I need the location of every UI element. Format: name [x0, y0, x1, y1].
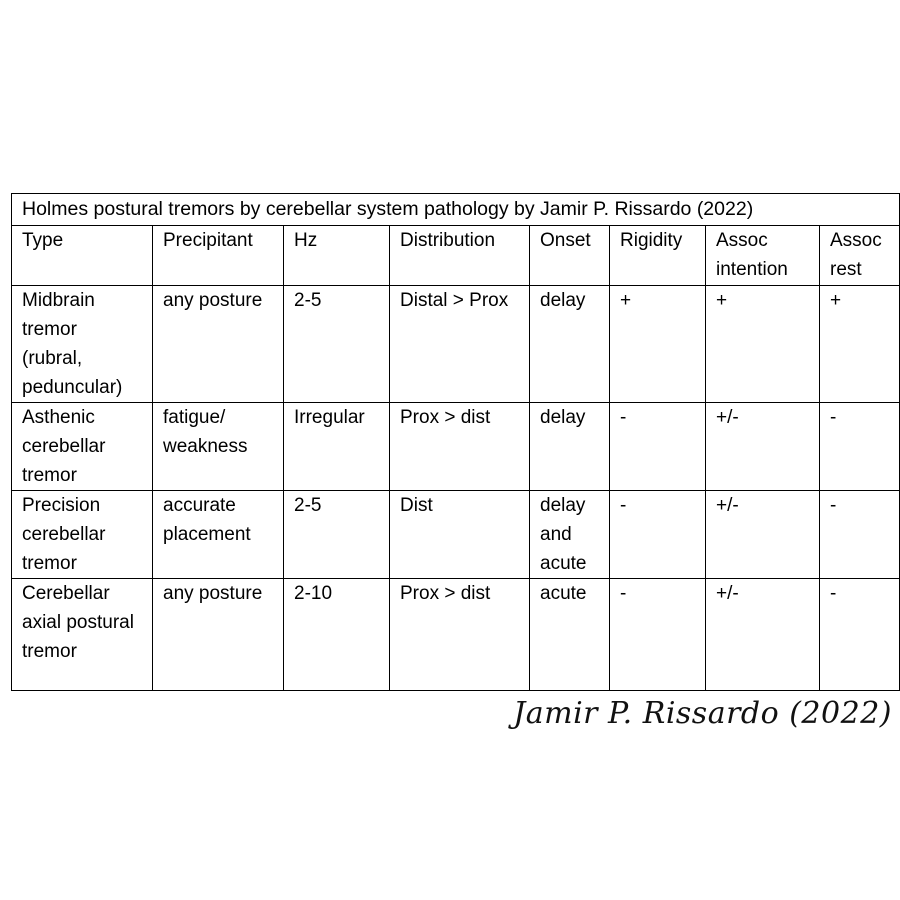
cell-type: Precision cerebellar tremor: [12, 491, 153, 579]
cell-precipitant: fatigue/ weakness: [153, 403, 284, 491]
cell-precipitant: any posture: [153, 579, 284, 691]
table-row: [12, 579, 900, 691]
table-caption: Holmes postural tremors by cerebellar system pathology by Jamir P. Rissardo (2022): [12, 194, 900, 226]
table-row: [12, 491, 900, 579]
cell-rigidity: -: [610, 491, 706, 579]
cell-distribution: Prox > dist: [390, 403, 530, 491]
cell-type: Cerebellar axial postural tremor: [12, 579, 153, 691]
tremor-table-container: [11, 193, 899, 691]
cell-assoc-rest: +: [820, 286, 900, 403]
cell-assoc-rest: -: [820, 403, 900, 491]
cell-rigidity: -: [610, 403, 706, 491]
cell-hz: 2-5: [284, 491, 390, 579]
cell-assoc-rest: -: [820, 579, 900, 691]
cell-assoc-intention: +/-: [706, 579, 820, 691]
cell-distribution: Dist: [390, 491, 530, 579]
cell-type: Asthenic cerebellar tremor: [12, 403, 153, 491]
table-row: [12, 286, 900, 403]
header-row: [12, 226, 900, 286]
cell-precipitant: accurate placement: [153, 491, 284, 579]
caption-row: [12, 194, 900, 226]
cell-onset: delay: [530, 403, 610, 491]
cell-assoc-intention: +/-: [706, 491, 820, 579]
cell-onset: delay: [530, 286, 610, 403]
cell-hz: 2-5: [284, 286, 390, 403]
header-rigidity: Rigidity: [610, 226, 706, 286]
author-signature: Jamir P. Rissardo (2022): [513, 696, 892, 731]
table-row: [12, 403, 900, 491]
header-distribution: Distribution: [390, 226, 530, 286]
header-precipitant: Precipitant: [153, 226, 284, 286]
tremor-table: [11, 193, 900, 691]
header-hz: Hz: [284, 226, 390, 286]
cell-type: Midbrain tremor (rubral, peduncular): [12, 286, 153, 403]
header-assoc-rest: Assoc rest: [820, 226, 900, 286]
cell-assoc-intention: +/-: [706, 403, 820, 491]
cell-rigidity: -: [610, 579, 706, 691]
header-assoc-intention: Assoc intention: [706, 226, 820, 286]
cell-hz: Irregular: [284, 403, 390, 491]
cell-rigidity: +: [610, 286, 706, 403]
cell-distribution: Prox > dist: [390, 579, 530, 691]
header-onset: Onset: [530, 226, 610, 286]
cell-distribution: Distal > Prox: [390, 286, 530, 403]
cell-onset: delay and acute: [530, 491, 610, 579]
cell-hz: 2-10: [284, 579, 390, 691]
cell-onset: acute: [530, 579, 610, 691]
header-type: Type: [12, 226, 153, 286]
cell-precipitant: any posture: [153, 286, 284, 403]
cell-assoc-intention: +: [706, 286, 820, 403]
cell-assoc-rest: -: [820, 491, 900, 579]
